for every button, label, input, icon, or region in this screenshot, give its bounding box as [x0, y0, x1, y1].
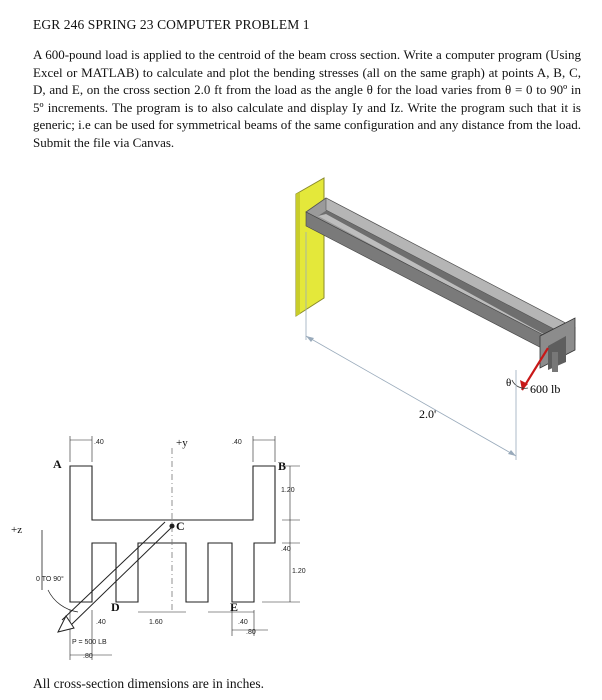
distance-label: 2.0'	[419, 407, 437, 421]
beam-figure	[296, 178, 575, 460]
theta-label: θ	[506, 377, 512, 389]
point-d: D	[111, 600, 120, 614]
section-labels	[36, 439, 306, 660]
axis-z-label: +z	[11, 524, 23, 536]
problem-statement: A 600-pound load is applied to the centroid of the beam cross section. Write a computer program (Using Excel or MATLAB) to calculate and plot the bending stresses (all on the same graph) at points A, B, C, D, and E, on the cross section 2.0 ft from the load as the angle θ for the load varies from θ = 0 to 90º in 5º increments. The program is to also calculate and display Iy and Iz. Write the program such that it is generic; i.e can be used for symmetrical beams of the same configuration and any distance from the load. Submit the file via Canvas.	[33, 47, 581, 150]
section-outline	[70, 466, 275, 602]
point-e: E	[230, 600, 239, 614]
footer-note: All cross-section dimensions are in inches.	[33, 676, 264, 691]
point-labels	[11, 437, 286, 614]
dim-right-lower: 1.20	[292, 568, 306, 575]
dim-flange-thickness: .40	[281, 546, 291, 553]
load-label: 600 lb	[530, 382, 561, 396]
dim-web-gap: 1.60	[149, 619, 163, 626]
dim-web-left: .40	[96, 619, 106, 626]
load-p: P = 500 LB	[72, 639, 107, 646]
point-c: C	[176, 519, 185, 533]
problem-title: EGR 246 SPRING 23 COMPUTER PROBLEM 1	[33, 17, 310, 32]
angle-range: 0 TO 90°	[36, 576, 64, 583]
section-figure	[42, 436, 300, 660]
dim-right-upper: 1.20	[281, 487, 295, 494]
dim-top-right: .40	[232, 439, 242, 446]
dim-top-left: .40	[94, 439, 104, 446]
axis-y-label: +y	[176, 437, 188, 449]
dim-bottom-right: .80	[246, 629, 256, 636]
point-a: A	[53, 457, 62, 471]
dim-web-right: .40	[238, 619, 248, 626]
dim-bottom-left: .80	[83, 653, 93, 660]
point-b: B	[278, 459, 287, 473]
